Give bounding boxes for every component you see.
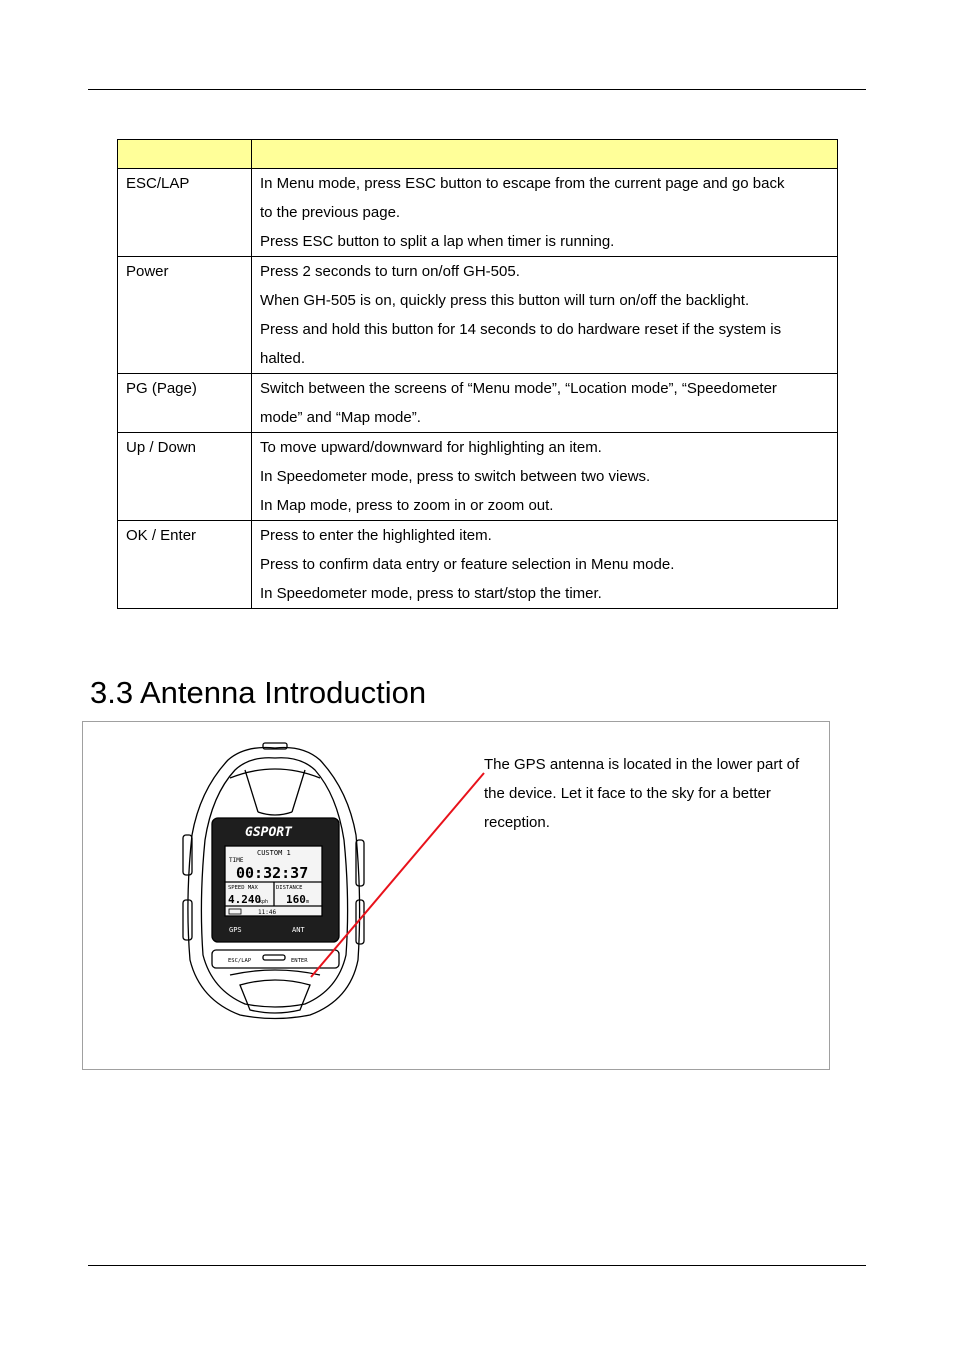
device-speed-label: SPEED MAX	[228, 885, 258, 891]
function-line: Press ESC button to split a lap when timer is running.	[260, 233, 615, 250]
button-name-cell: OK / Enter	[118, 521, 252, 609]
device-ant-label: ANT	[292, 926, 305, 934]
function-line: In Menu mode, press ESC button to escape from the current page and go back	[260, 175, 785, 192]
function-line: to the previous page.	[260, 204, 401, 221]
antenna-description-line: reception.	[484, 814, 550, 831]
device-screen-header: CUSTOM 1	[257, 849, 291, 857]
antenna-description-line: the device. Let it face to the sky for a better	[484, 785, 771, 802]
function-line: mode” and “Map mode”.	[260, 409, 421, 426]
antenna-description	[484, 750, 829, 837]
function-line: When GH-505 is on, quickly press this button will turn on/off the backlight.	[260, 292, 750, 309]
device-gps-label: GPS	[229, 926, 242, 934]
device-center-key	[263, 955, 285, 960]
function-line: halted.	[260, 350, 306, 367]
device-distance-label: DISTANCE	[276, 885, 303, 891]
function-line: Switch between the screens of “Menu mode”, “Location mode”, “Speedometer	[260, 380, 777, 397]
function-line: In Speedometer mode, press to start/stop the timer.	[260, 585, 602, 602]
button-name-cell: PG (Page)	[118, 374, 252, 433]
button-name-cell: Up / Down	[118, 433, 252, 521]
device-esc-label: ESC/LAP	[228, 958, 252, 964]
function-line: Press and hold this button for 14 seconds to do hardware reset if the system is	[260, 321, 782, 338]
device-clock-value: 11:46	[258, 909, 277, 916]
device-time-label: TIME	[229, 857, 244, 864]
device-speed-unit: kph	[259, 899, 269, 905]
device-brand: GSPORT	[245, 825, 292, 840]
function-line: Press to confirm data entry or feature selection in Menu mode.	[260, 556, 675, 573]
function-line: In Speedometer mode, press to switch between two views.	[260, 468, 651, 485]
device-bottom-strap	[240, 980, 310, 1013]
device-distance-value: 160	[286, 893, 306, 906]
device-distance-unit: m	[306, 899, 310, 905]
antenna-description-line: The GPS antenna is located in the lower part of	[484, 756, 800, 773]
button-name-cell: ESC/LAP	[118, 169, 252, 257]
function-line: To move upward/downward for highlighting an item.	[260, 439, 602, 456]
section-title: 3.3 Antenna Introduction	[90, 675, 427, 710]
device-time-value: 00:32:37	[236, 864, 309, 882]
function-line: Press to enter the highlighted item.	[260, 527, 492, 544]
button-name-cell: Power	[118, 257, 252, 374]
device-enter-label: ENTER	[291, 958, 308, 964]
function-line: In Map mode, press to zoom in or zoom out.	[260, 497, 554, 514]
device-speed-value: 4.240	[228, 893, 262, 906]
function-line: Press 2 seconds to turn on/off GH-505.	[260, 263, 520, 280]
footer-rule	[88, 1265, 866, 1266]
device-top-strap	[230, 769, 320, 815]
